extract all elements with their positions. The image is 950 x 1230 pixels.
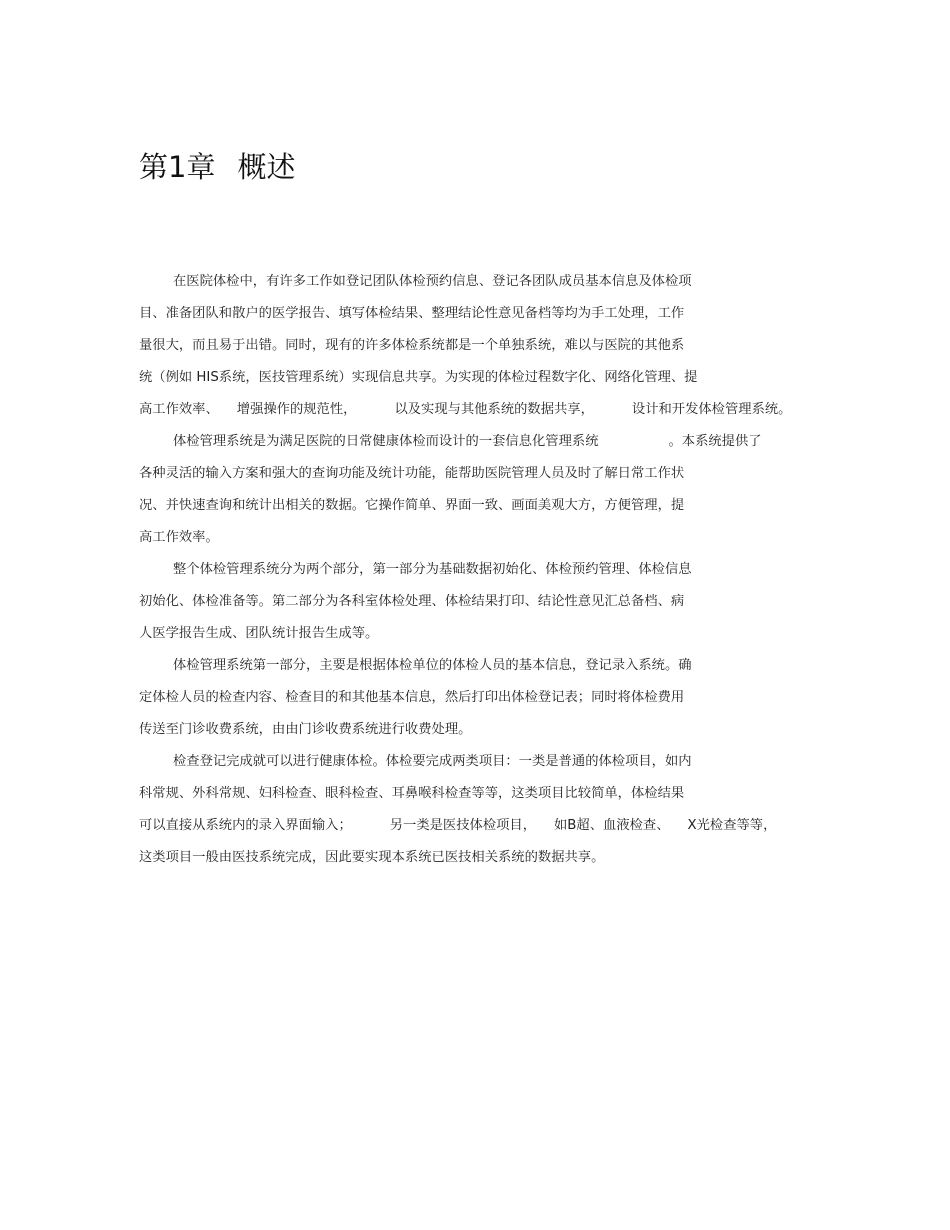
text-segment: 高工作效率、 xyxy=(139,402,219,417)
chapter-heading-text: 概述 xyxy=(237,150,296,184)
paragraph-1-line-2: 目、准备团队和散户的医学报告、填写体检结果、整理结论性意见备档等均为手工处理，工作 xyxy=(139,306,685,321)
paragraph-3-line-2: 初始化、体检准备等。第二部分为各科室体检处理、体检结果打印、结论性意见汇总备档、病 xyxy=(139,594,685,609)
paragraph-4-line-3: 传送至门诊收费系统，由由门诊收费系统进行收费处理。 xyxy=(139,722,472,737)
text-segment: 。本系统提供了 xyxy=(668,434,762,449)
paragraph-3-line-3: 人医学报告生成、团队统计报告生成等。 xyxy=(139,626,379,641)
paragraph-2-line-4: 高工作效率。 xyxy=(139,530,219,545)
paragraph-5-line-2: 科常规、外科常规、妇科检查、眼科检查、耳鼻喉科检查等等，这类项目比较简单，体检结果 xyxy=(139,786,685,801)
paragraph-2-line-1 xyxy=(139,430,819,462)
paragraph-5-line-3 xyxy=(139,814,819,846)
chapter-number: 第1章 xyxy=(139,150,216,184)
paragraph-1-line-5 xyxy=(139,398,819,430)
paragraph-1-line-4: 统（例如 HIS系统，医技管理系统）实现信息共享。为实现的体检过程数字化、网络化管理、提 xyxy=(139,370,698,385)
paragraph-5-line-4: 这类项目一般由医技系统完成，因此要实现本系统已医技相关系统的数据共享。 xyxy=(139,850,605,865)
text-segment: 体检管理系统是为满足医院的日常健康体检而设计的一套信息化管理系统 xyxy=(173,434,599,449)
paragraph-5-line-1: 检查登记完成就可以进行健康体检。体检要完成两类项目：一类是普通的体检项目，如内 xyxy=(173,754,692,769)
text-segment: X光检查等等， xyxy=(687,818,777,833)
text-segment: 可以直接从系统内的录入界面输入； xyxy=(139,818,352,833)
text-segment: 另一类是医技体检项目， xyxy=(389,818,537,833)
paragraph-1-line-3: 量很大，而且易于出错。同时，现有的许多体检系统都是一个单独系统，难以与医院的其他系 xyxy=(139,338,685,353)
paragraph-1-line-1: 在医院体检中，有许多工作如登记团队体检预约信息、登记各团队成员基本信息及体检项 xyxy=(173,274,692,289)
paragraph-4-line-2: 定体检人员的检查内容、检查目的和其他基本信息，然后打印出体检登记表；同时将体检费用 xyxy=(139,690,685,705)
text-segment: 增强操作的规范性， xyxy=(236,402,357,417)
text-segment: 设计和开发体检管理系统。 xyxy=(631,402,792,417)
chapter-title xyxy=(139,145,295,186)
text-segment: 如B超、血液检查、 xyxy=(554,818,670,833)
paragraph-4-line-1: 体检管理系统第一部分，主要是根据体检单位的体检人员的基本信息，登记录入系统。确 xyxy=(173,658,692,673)
paragraph-2-line-3: 况、并快速查询和统计出相关的数据。它操作简单、界面一致、画面美观大方，方便管理，提 xyxy=(139,498,685,513)
body-text xyxy=(139,270,819,878)
text-segment: 以及实现与其他系统的数据共享， xyxy=(394,402,594,417)
paragraph-2-line-2: 各种灵活的输入方案和强大的查询功能及统计功能，能帮助医院管理人员及时了解日常工作状 xyxy=(139,466,685,481)
paragraph-3-line-1: 整个体检管理系统分为两个部分，第一部分为基础数据初始化、体检预约管理、体检信息 xyxy=(173,562,692,577)
